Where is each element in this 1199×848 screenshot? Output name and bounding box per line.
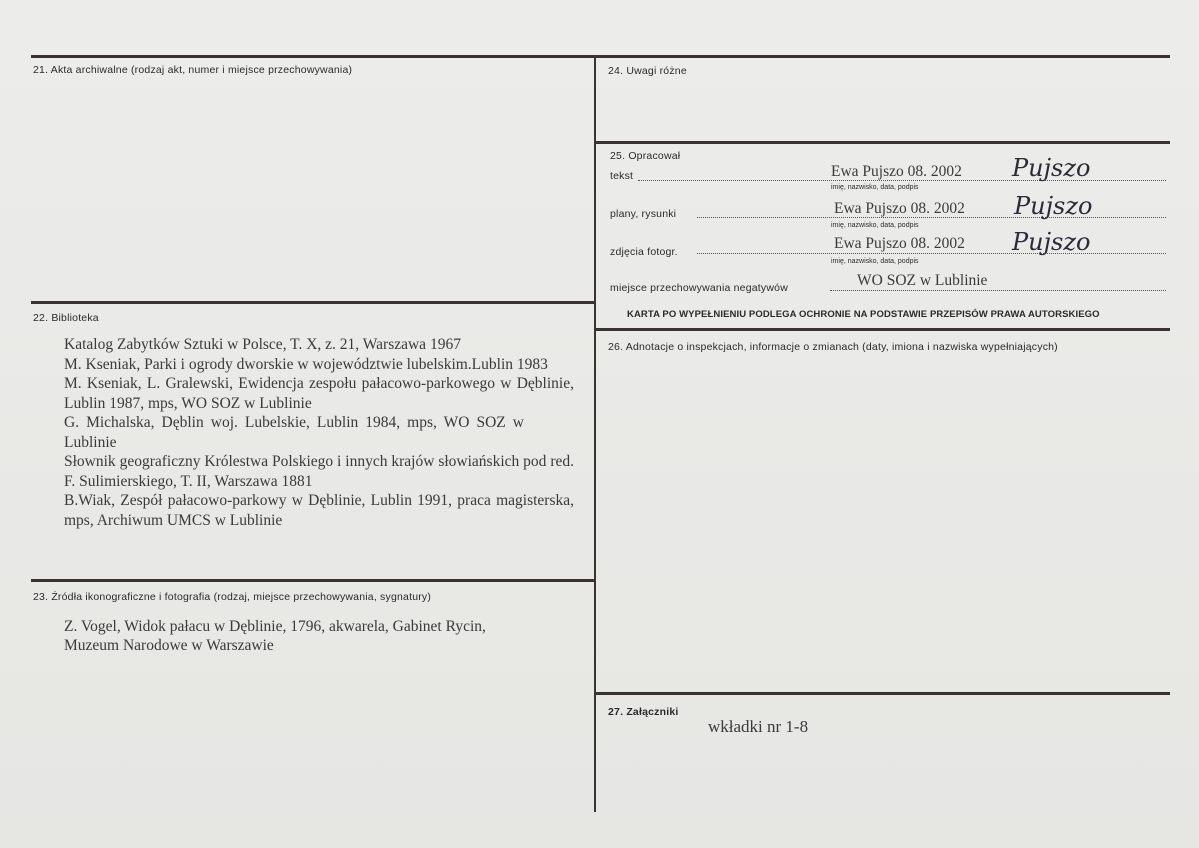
bibliography-entry: M. Kseniak, L. Gralewski, Ewidencja zespołu pałacowo-parkowego w Dęblinie, Lublin 1987, mps, WO SOZ w Lublinie (64, 375, 574, 412)
section-24-title: 24. Uwagi różne (608, 65, 687, 77)
author-value: Ewa Pujszo 08. 2002 (834, 200, 965, 217)
copyright-notice: KARTA PO WYPEŁNIENIU PODLEGA OCHRONIE NA PODSTAWIE PRZEPISÓW PRAWA AUTORSKIEGO (627, 309, 1100, 320)
author-value: Ewa Pujszo 08. 2002 (834, 235, 965, 252)
center-divider (594, 55, 596, 812)
iconography-entry: Muzeum Narodowe w Warszawie (64, 637, 274, 654)
section-25-title: 25. Opracował (610, 150, 681, 162)
row-label-photos: zdjęcia fotogr. (610, 246, 678, 258)
row-hint: imię, nazwisko, data, podpis (831, 184, 919, 191)
section-23-title: 23. Źródła ikonograficzne i fotografia (rodzaj, miejsce przechowywania, sygnatury) (33, 591, 432, 603)
section-26-title: 26. Adnotacje o inspekcjach, informacje o zmianach (daty, imiona i nazwiska wypełniających) (608, 341, 1058, 353)
handwritten-signature: Pujszo (1012, 228, 1091, 256)
bibliography-entry: Słownik geograficzny Królestwa Polskiego i innych krajów słowiańskich pod red. F. Sulimierskiego, T. II, Warszawa 1881 (64, 453, 574, 490)
negatives-label: miejsce przechowywania negatywów (610, 282, 788, 294)
rule-25-26 (596, 328, 1170, 331)
section-21-title: 21. Akta archiwalne (rodzaj akt, numer i miejsce przechowywania) (33, 64, 353, 76)
bibliography-entry: B.Wiak, Zespół pałacowo-parkowy w Dęblinie, Lublin 1991, praca magisterska, mps, Archiwum UMCS w Lublinie (64, 492, 574, 529)
top-rule (31, 55, 1170, 58)
row-hint: imię, nazwisko, data, podpis (831, 258, 919, 265)
section-27-title: 27. Załączniki (608, 706, 679, 718)
handwritten-signature: Pujszo (1012, 154, 1091, 182)
bibliography-entry: M. Kseniak, Parki i ogrody dworskie w województwie lubelskim.Lublin 1983 (64, 355, 548, 373)
iconography-entry: Z. Vogel, Widok pałacu w Dęblinie, 1796, akwarela, Gabinet Rycin, (64, 618, 486, 635)
rule-22-23 (31, 579, 595, 582)
row-hint: imię, nazwisko, data, podpis (831, 222, 919, 229)
rule-26-27 (596, 692, 1170, 695)
rule-24-25 (596, 141, 1170, 144)
negatives-dotline (830, 290, 1166, 291)
row-label-text: tekst (610, 170, 634, 182)
section-22-title: 22. Biblioteka (33, 312, 99, 324)
bibliography-list (64, 335, 574, 530)
rule-21-22 (31, 301, 595, 304)
bibliography-entry: G. Michalska, Dęblin woj. Lubelskie, Lublin 1984, mps, WO SOZ w Lublinie (64, 414, 524, 451)
row-label-plans: plany, rysunki (610, 208, 677, 220)
author-value: Ewa Pujszo 08. 2002 (831, 163, 962, 180)
negatives-value: WO SOZ w Lublinie (857, 272, 988, 289)
row-dotline (697, 253, 1166, 254)
attachments-value: wkładki nr 1-8 (708, 717, 809, 736)
handwritten-signature: Pujszo (1014, 192, 1093, 220)
bibliography-entry: Katalog Zabytków Sztuki w Polsce, T. X, z. 21, Warszawa 1967 (64, 336, 461, 353)
